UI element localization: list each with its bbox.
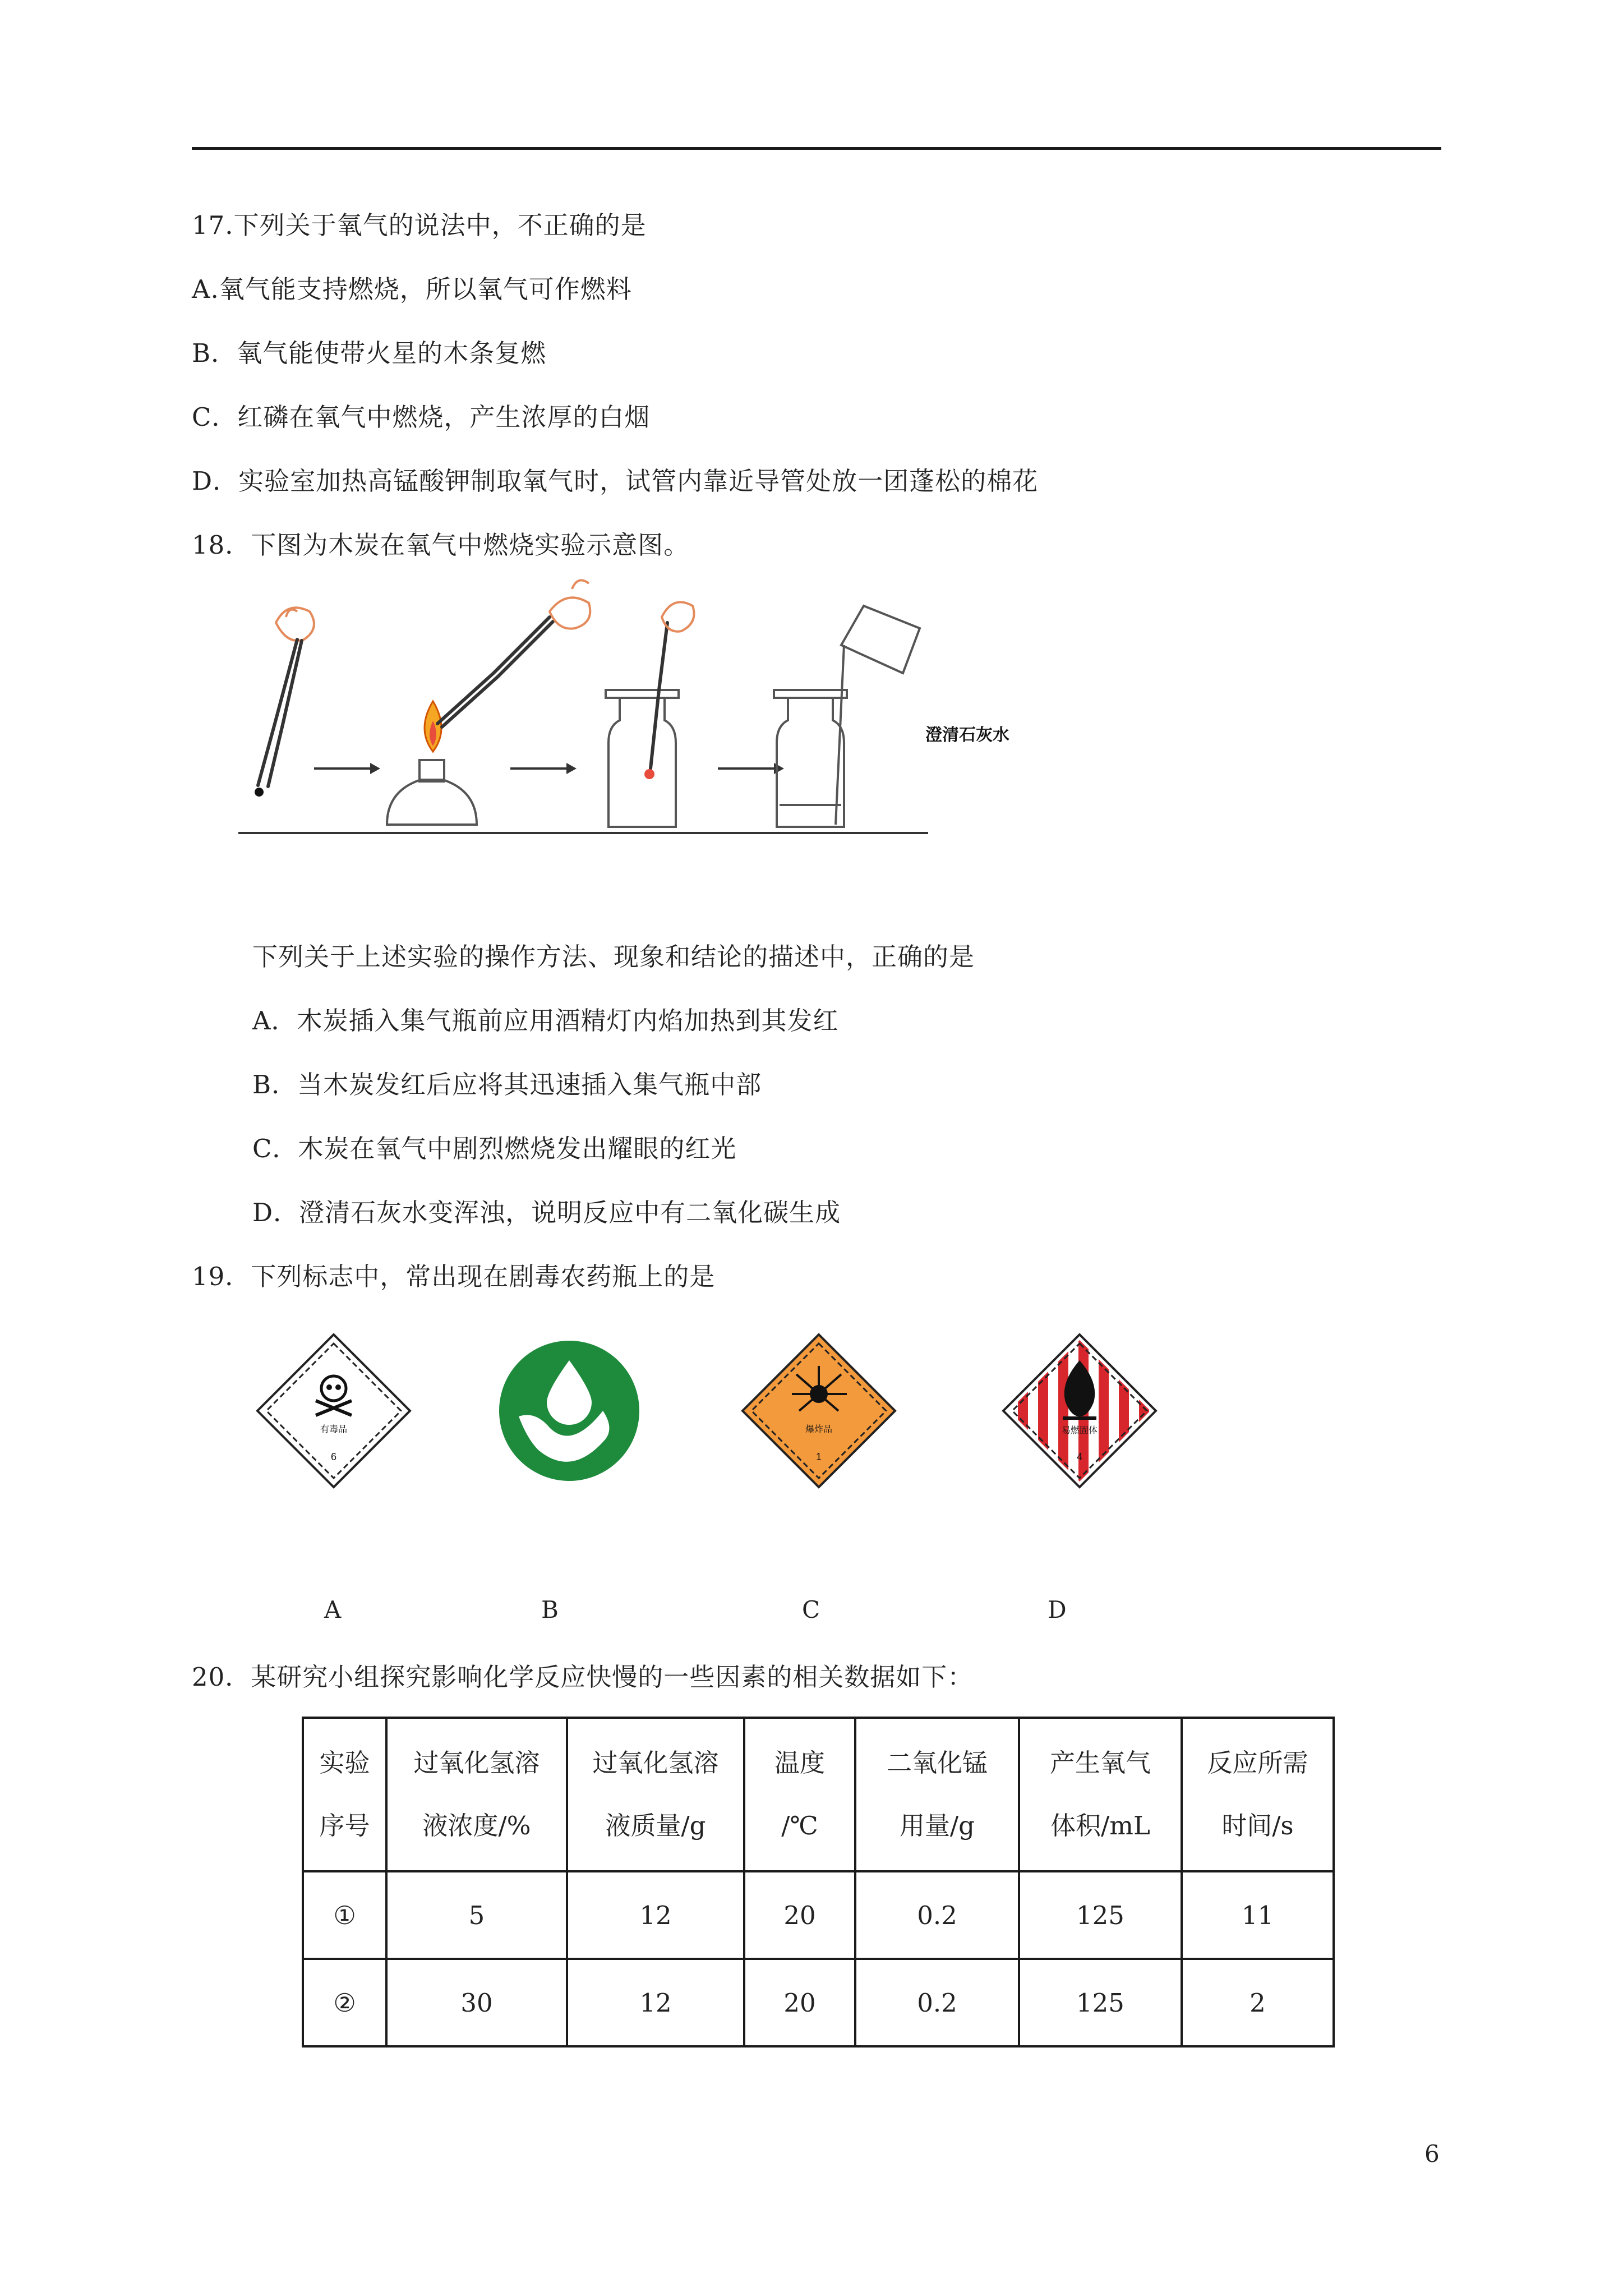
svg-text:有毒品: 有毒品 — [320, 1425, 348, 1434]
limewater-label: 澄清石灰水 — [925, 726, 1009, 744]
header-cell: 温度 /℃ — [744, 1718, 855, 1871]
table-cell: 0.2 — [855, 1871, 1019, 1959]
table-cell: 12 — [567, 1959, 744, 2046]
table-cell: ① — [303, 1871, 386, 1959]
alcohol-lamp-icon — [387, 701, 477, 825]
sign-label-b: B — [541, 1596, 559, 1623]
svg-text:6: 6 — [330, 1451, 337, 1462]
table-cell: 30 — [386, 1959, 567, 2046]
q17-option-d: D．实验室加热高锰酸钾制取氧气时，试管内靠近导管处放一团蓬松的棉花 — [192, 466, 1039, 496]
table-row — [303, 1959, 1334, 2046]
q18-option-d: D．澄清石灰水变浑浊，说明反应中有二氧化碳生成 — [252, 1198, 841, 1227]
water-saving-sign — [496, 1338, 642, 1484]
header-cell: 反应所需 时间/s — [1182, 1718, 1334, 1871]
header-cell: 二氧化锰 用量/g — [855, 1718, 1019, 1871]
header-cell: 实验 序号 — [303, 1718, 386, 1871]
q19-stem: 19．下列标志中，常出现在剧毒农药瓶上的是 — [192, 1262, 716, 1291]
svg-text:4: 4 — [1076, 1451, 1083, 1462]
table-header-row — [303, 1718, 1334, 1871]
hand-icon — [550, 580, 590, 628]
q18-option-a: A．木炭插入集气瓶前应用酒精灯内焰加热到其发红 — [252, 1006, 839, 1036]
q17-option-a: A.氧气能支持燃烧，所以氧气可作燃料 — [192, 274, 632, 304]
header-cell: 产生氧气 体积/mL — [1019, 1718, 1182, 1871]
toxic-substance-sign — [255, 1332, 412, 1489]
q20-stem: 20．某研究小组探究影响化学反应快慢的一些因素的相关数据如下： — [192, 1662, 974, 1692]
q18-stem: 18．下图为木炭在氧气中燃烧实验示意图。 — [192, 530, 690, 560]
table-cell: 11 — [1182, 1871, 1334, 1959]
header-rule — [192, 147, 1441, 150]
experiment-data-table — [302, 1717, 1335, 2047]
gas-jar-icon — [606, 690, 679, 827]
q17-stem: 17.下列关于氧气的说法中，不正确的是 — [192, 210, 647, 240]
svg-text:1: 1 — [815, 1451, 822, 1462]
table-cell: 125 — [1019, 1959, 1182, 2046]
table-cell: 20 — [744, 1959, 855, 2046]
table-cell: 125 — [1019, 1871, 1182, 1959]
explosive-sign — [740, 1332, 897, 1489]
q18-option-c: C．木炭在氧气中剧烈燃烧发出耀眼的红光 — [252, 1134, 737, 1163]
header-cell: 过氧化氢溶 液浓度/% — [386, 1718, 567, 1871]
page-number: 6 — [1424, 2140, 1440, 2168]
table-row — [303, 1871, 1334, 1959]
sign-label-d: D — [1048, 1596, 1067, 1623]
table-cell: ② — [303, 1959, 386, 2046]
hand-with-tongs-icon — [276, 608, 314, 641]
q18-question: 下列关于上述实验的操作方法、现象和结论的描述中，正确的是 — [252, 942, 975, 972]
table-cell: 2 — [1182, 1959, 1334, 2046]
table-cell: 12 — [567, 1871, 744, 1959]
q17-option-b: B．氧气能使带火星的木条复燃 — [192, 338, 547, 368]
sign-label-a: A — [324, 1596, 342, 1623]
q18-option-b: B．当木炭发红后应将其迅速插入集气瓶中部 — [252, 1070, 762, 1099]
header-cell: 过氧化氢溶 液质量/g — [567, 1718, 744, 1871]
sign-label-c: C — [802, 1596, 820, 1623]
table-cell: 20 — [744, 1871, 855, 1959]
flammable-solid-sign — [1001, 1332, 1158, 1489]
table-cell: 0.2 — [855, 1959, 1019, 2046]
table-cell: 5 — [386, 1871, 567, 1959]
q17-option-c: C．红磷在氧气中燃烧，产生浓厚的白烟 — [192, 402, 651, 432]
charcoal-combustion-figure — [236, 578, 1049, 847]
svg-text:易燃固体: 易燃固体 — [1061, 1426, 1098, 1435]
svg-text:爆炸品: 爆炸品 — [805, 1425, 833, 1434]
